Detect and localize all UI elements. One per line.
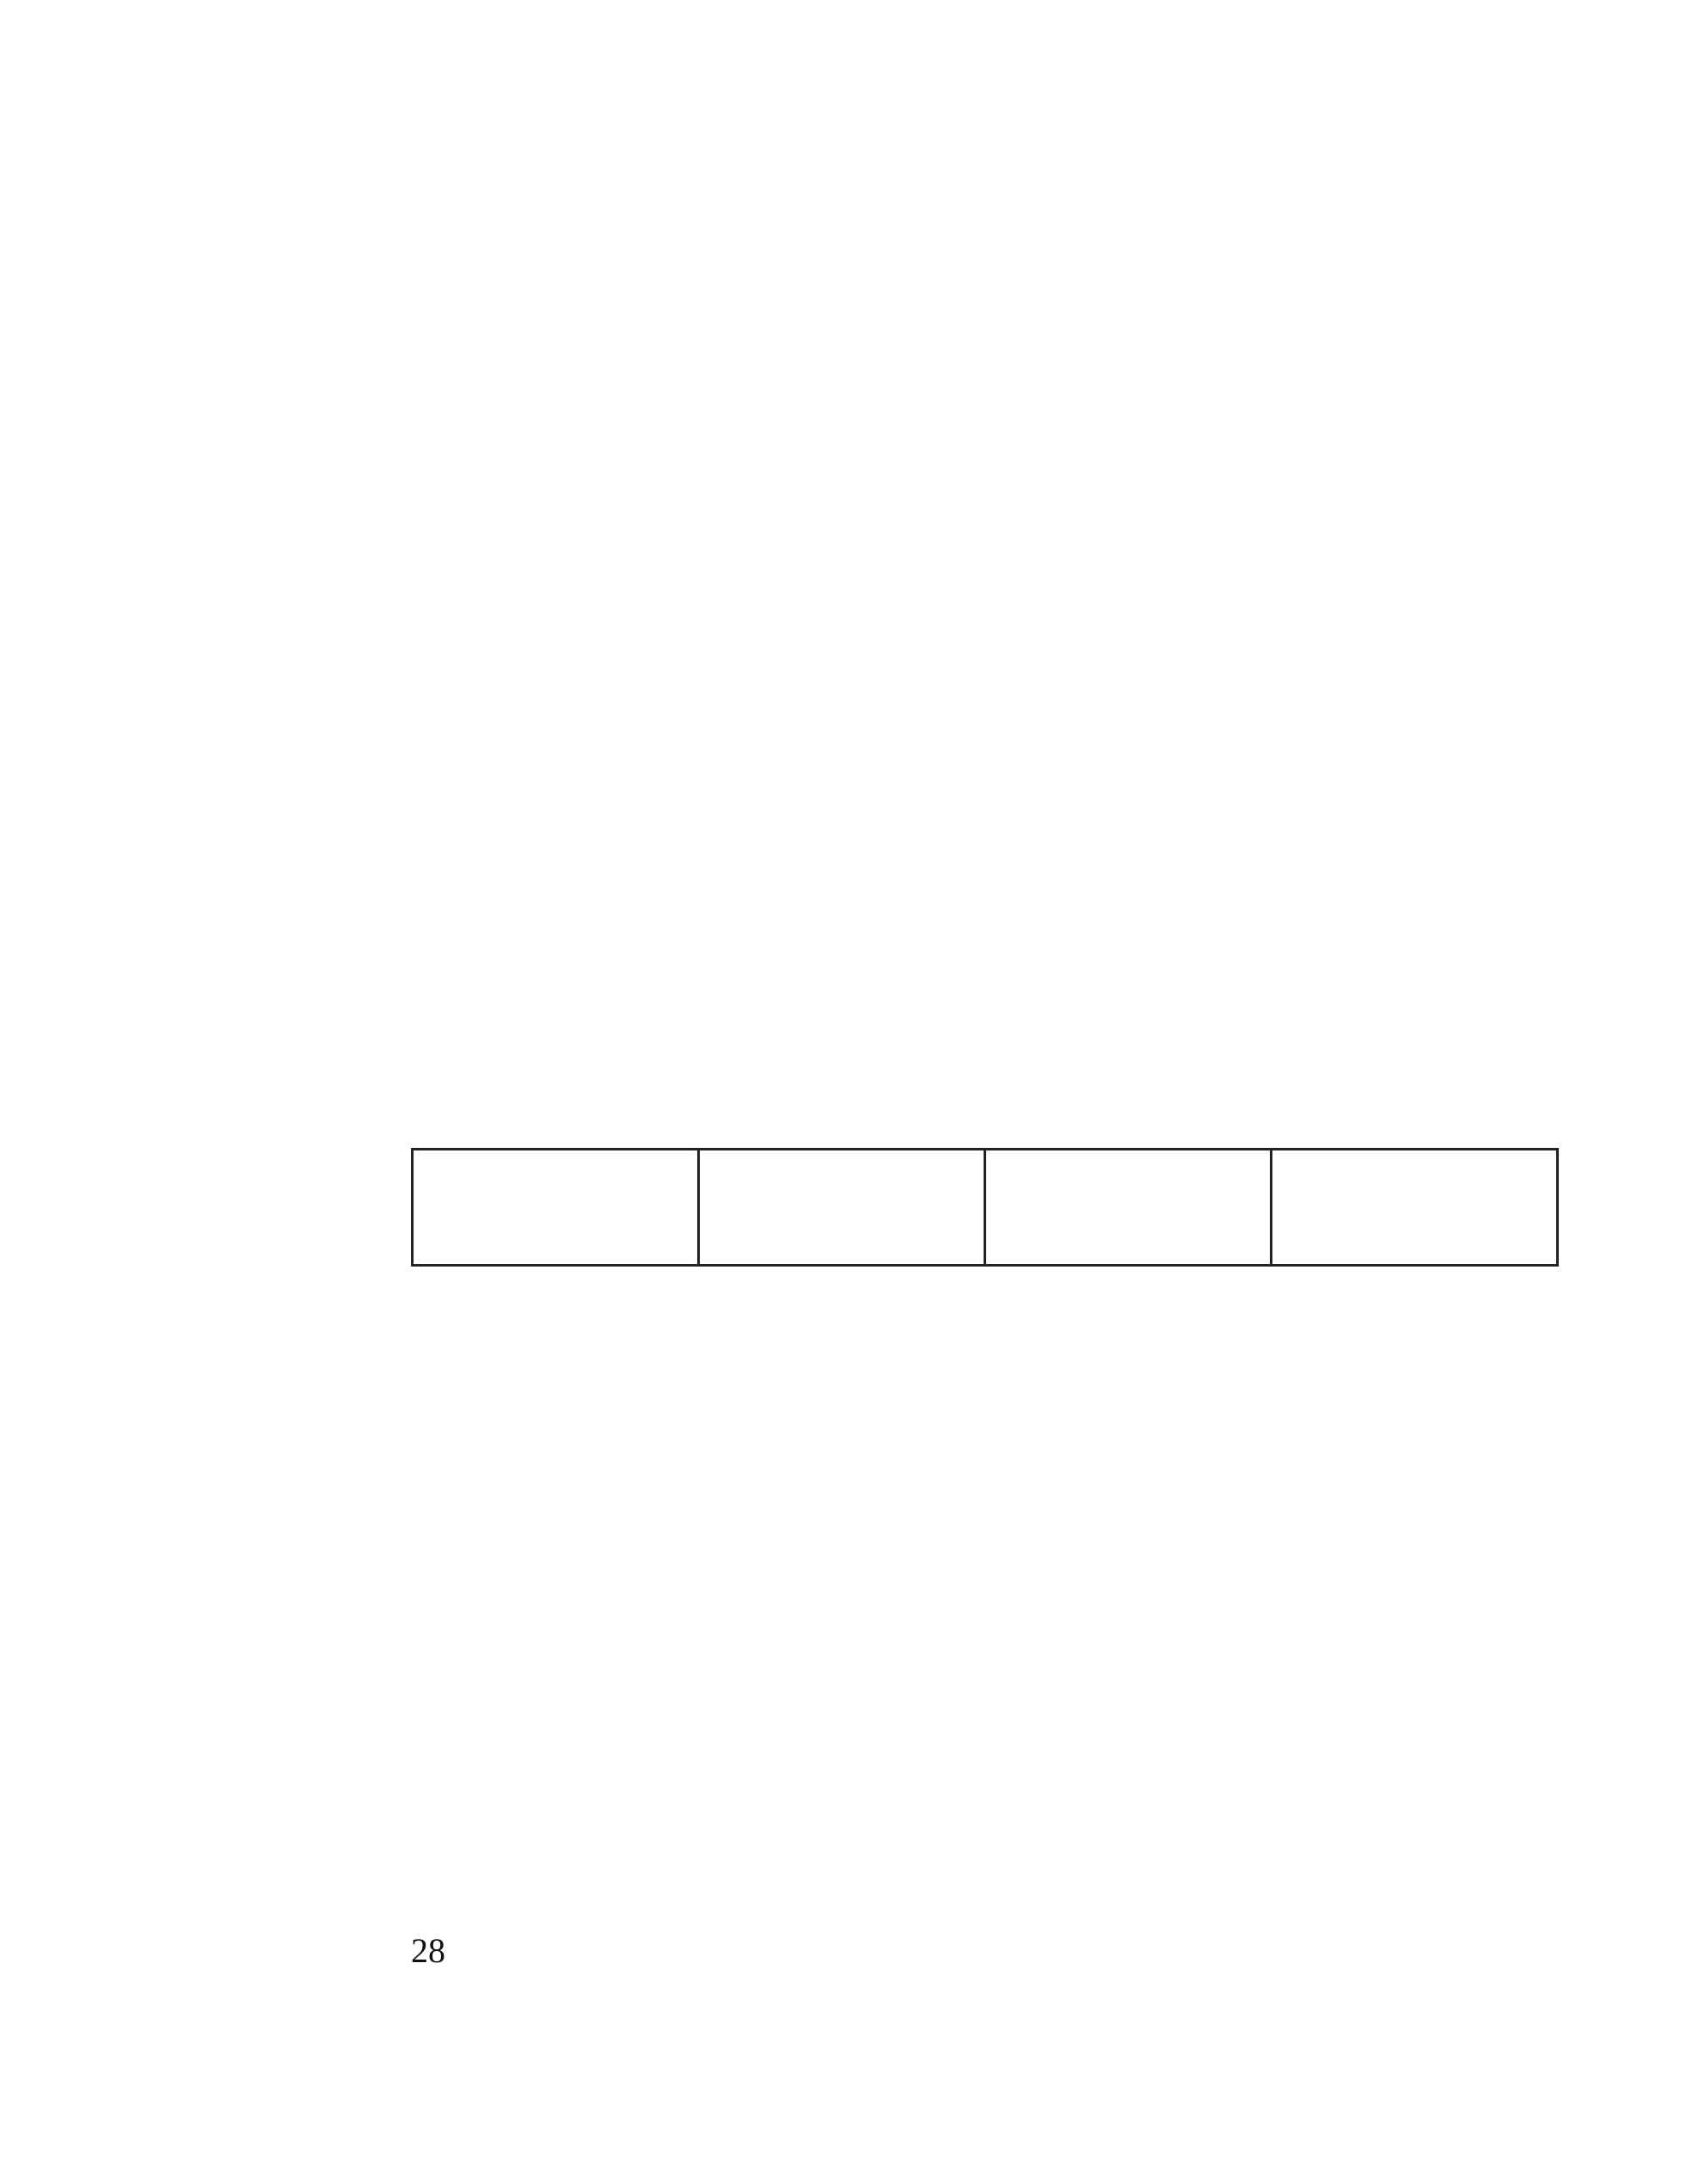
table-header-row	[413, 1150, 1558, 1266]
header-connection-object	[1272, 1150, 1558, 1266]
header-recommendation	[985, 1150, 1272, 1266]
header-access-type	[413, 1150, 699, 1266]
reference-points-table	[411, 1148, 1559, 1267]
header-interface	[699, 1150, 985, 1266]
page-number: 28	[411, 1931, 445, 1970]
